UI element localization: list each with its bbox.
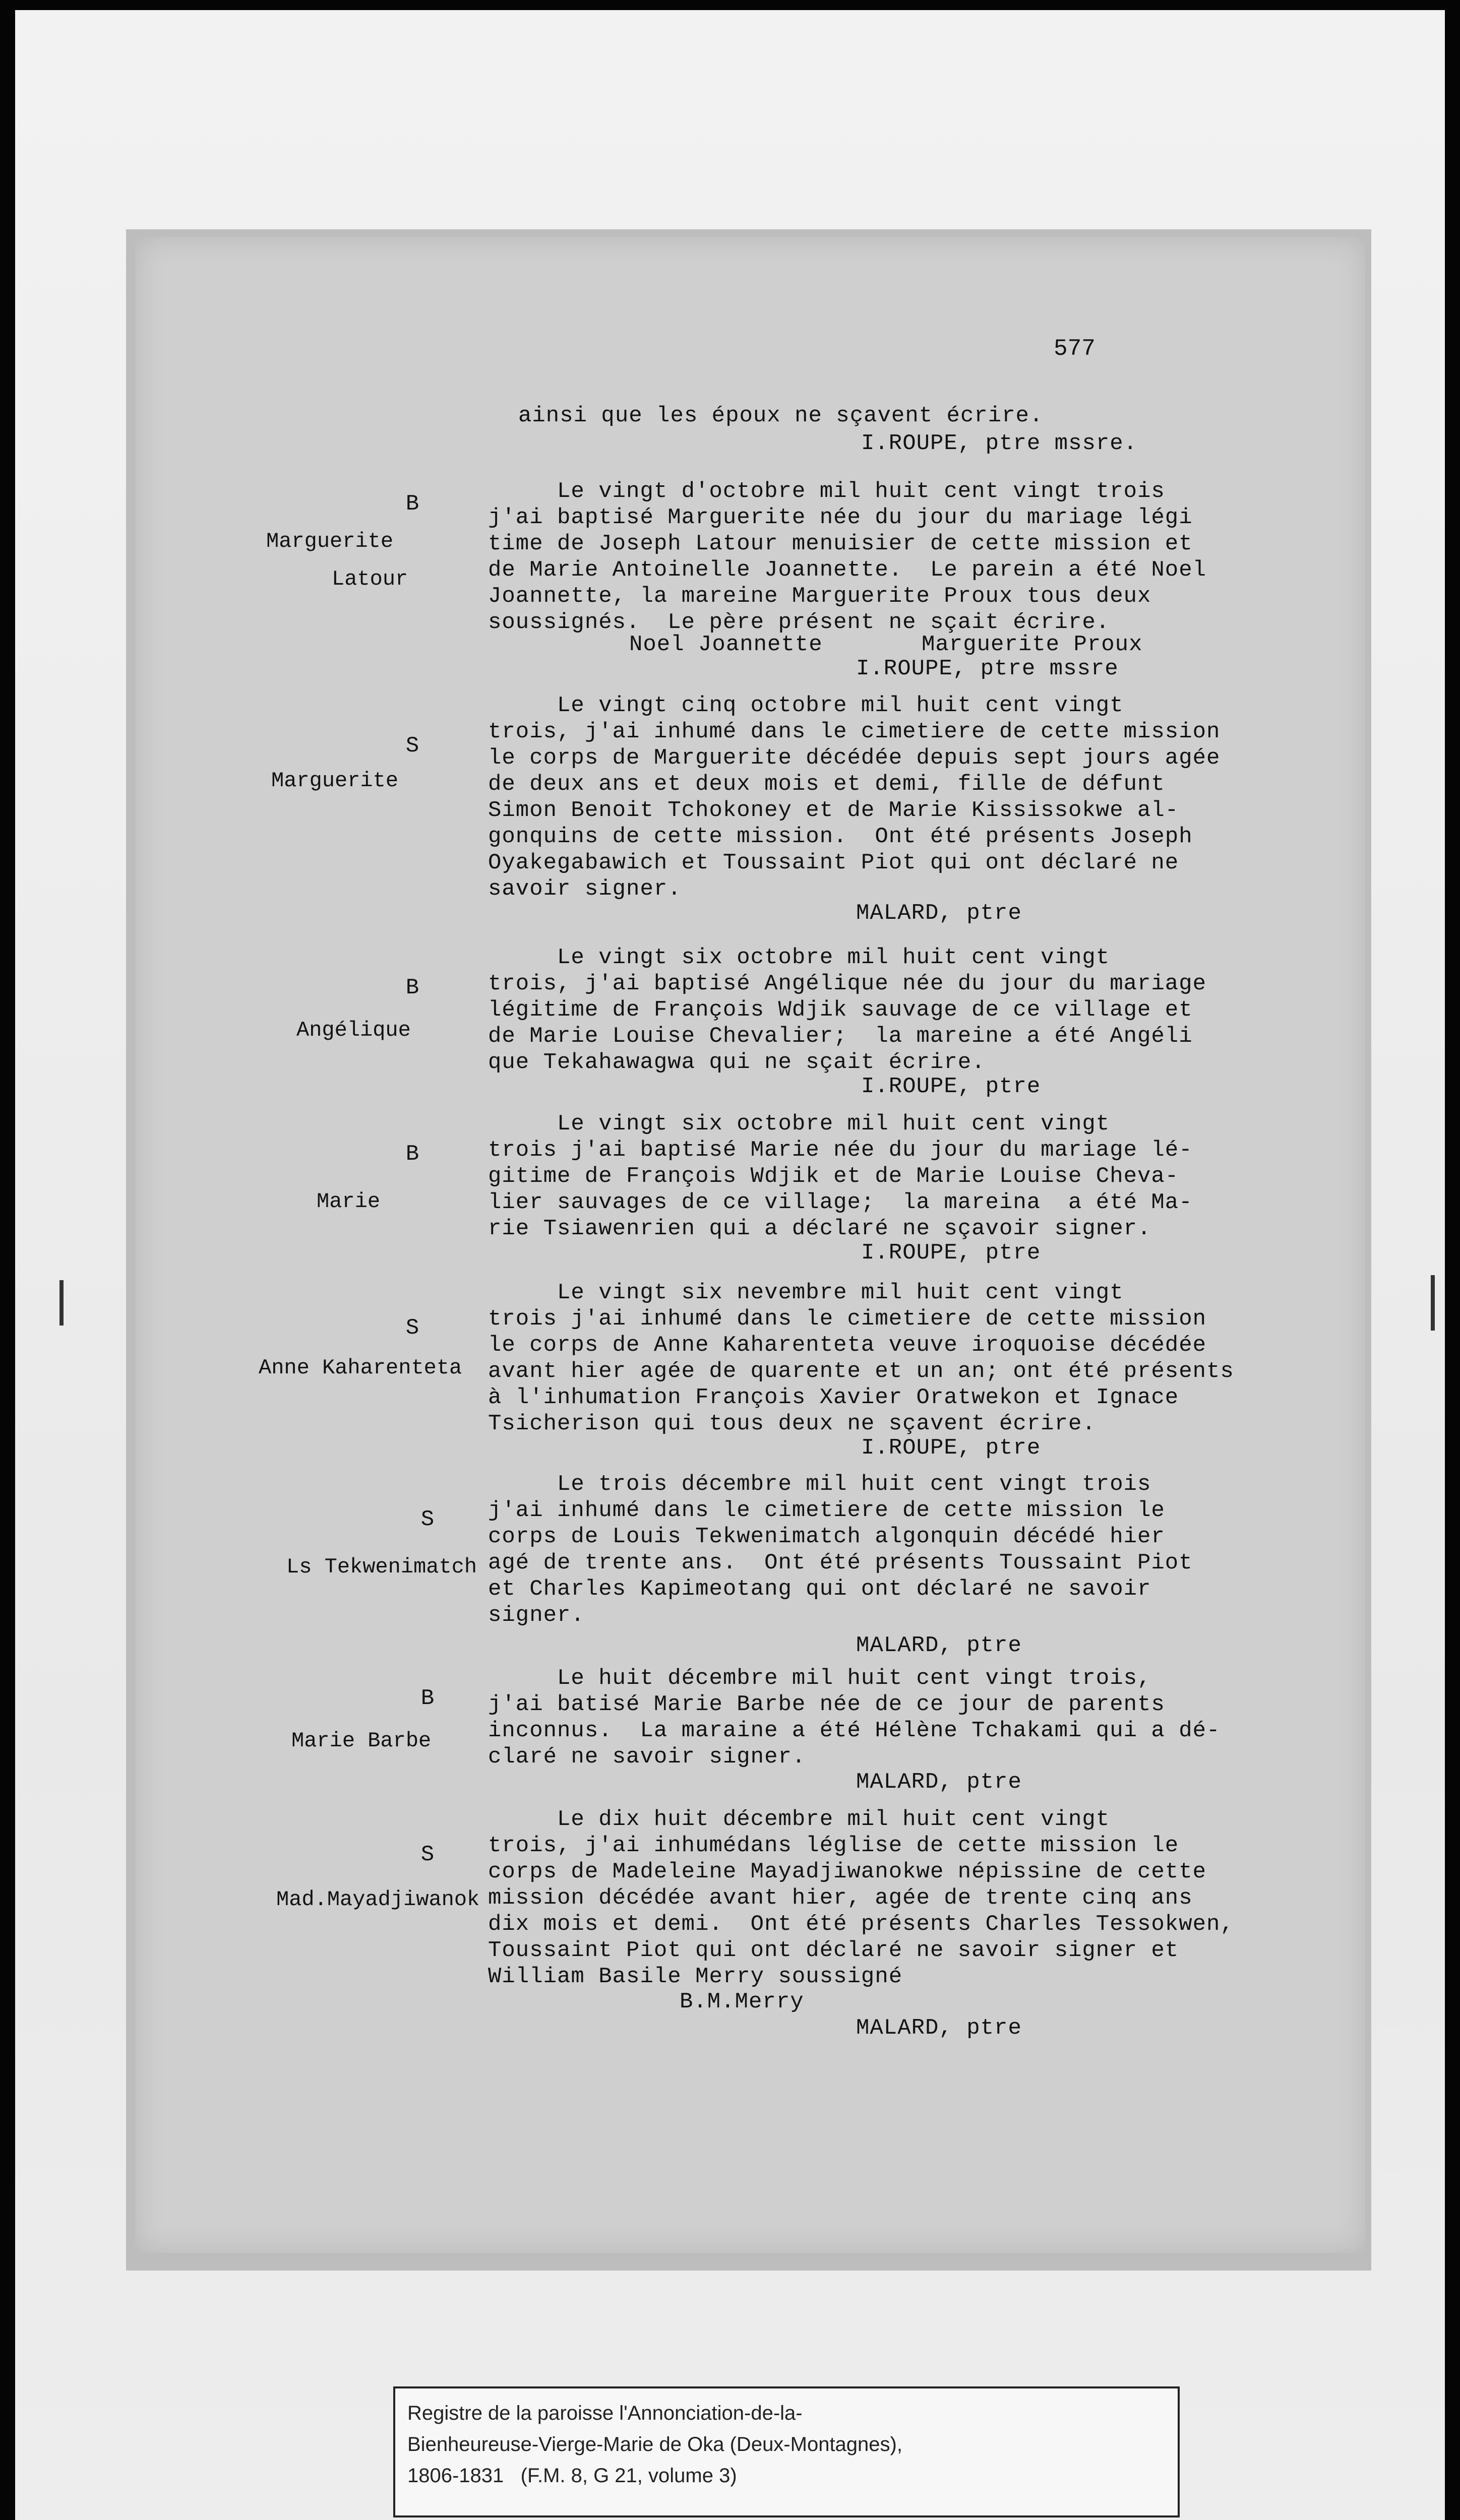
page-number: 577	[1054, 336, 1096, 362]
entry-line: de deux ans et deux mois et demi, fille de défunt	[488, 772, 1165, 797]
entry-line: inconnus. La maraine a été Hélène Tchakami qui a dé-	[488, 1718, 1221, 1743]
entry-line: gitime de François Wdjik et de Marie Louise Cheva-	[488, 1164, 1179, 1189]
entry-name: Marguerite	[266, 529, 394, 553]
entry-code: B	[405, 491, 419, 517]
entry-line: Toussaint Piot qui ont déclaré ne savoir signer et	[488, 1938, 1179, 1963]
entry-line: Joannette, la mareine Marguerite Proux tous deux	[488, 584, 1151, 609]
header-signature: I.ROUPE, ptre mssre.	[861, 431, 1138, 456]
entry-line: j'ai inhumé dans le cimetiere de cette mission le	[488, 1498, 1165, 1523]
entry-line: j'ai batisé Marie Barbe née de ce jour de parents	[488, 1692, 1165, 1717]
entry-signature: Marguerite Proux	[922, 632, 1143, 657]
entry-line: le corps de Marguerite décédée depuis sept jours agée	[488, 745, 1221, 771]
entry-line: Le trois décembre mil huit cent vingt trois	[488, 1472, 1151, 1497]
entry-name: Latour	[332, 567, 408, 591]
entry-signature: I.ROUPE, ptre	[861, 1074, 1041, 1099]
entry-line: Le dix huit décembre mil huit cent vingt	[488, 1807, 1110, 1832]
entry-line: mission décédée avant hier, agée de trente cinq ans	[488, 1885, 1193, 1911]
entry-line: j'ai baptisé Marguerite née du jour du mariage légi	[488, 505, 1193, 530]
edge-mark-right	[1431, 1275, 1435, 1331]
entry-line: le corps de Anne Kaharenteta veuve iroquoise décédée	[488, 1333, 1207, 1358]
entry-line: trois j'ai baptisé Marie née du jour du mariage lé-	[488, 1138, 1193, 1163]
entry-line: Le vingt six octobre mil huit cent vingt	[488, 1111, 1110, 1137]
edge-mark-left	[59, 1280, 64, 1326]
entry-code: B	[405, 975, 419, 1000]
entry-line: Le vingt d'octobre mil huit cent vingt trois	[488, 479, 1165, 504]
entry-line: corps de Madeleine Mayadjiwanokwe népissine de cette	[488, 1859, 1207, 1884]
entry-line: trois j'ai inhumé dans le cimetiere de cette mission	[488, 1306, 1207, 1332]
entry-signature: B.M.Merry	[680, 1989, 804, 2014]
entry-line: à l'inhumation François Xavier Oratwekon et Ignace	[488, 1385, 1179, 1410]
entry-line: trois, j'ai inhumédans léglise de cette mission le	[488, 1833, 1179, 1858]
entry-signature: MALARD, ptre	[856, 901, 1022, 926]
entry-signature: MALARD, ptre	[856, 2015, 1022, 2041]
archive-caption	[393, 2386, 1180, 2517]
caption-line: Registre de la paroisse l'Annonciation-de-la-	[407, 2402, 803, 2424]
entry-signature: MALARD, ptre	[856, 1770, 1022, 1795]
entry-line: dix mois et demi. Ont été présents Charles Tessokwen,	[488, 1912, 1234, 1937]
entry-line: soussignés. Le père présent ne sçait écrire.	[488, 610, 1110, 635]
entry-signature: Noel Joannette	[629, 632, 823, 657]
caption-line: Bienheureuse-Vierge-Marie de Oka (Deux-Montagnes),	[407, 2433, 902, 2455]
entry-name: Marie Barbe	[291, 1729, 432, 1753]
entry-line: que Tekahawagwa qui ne sçait écrire.	[488, 1050, 986, 1075]
entry-code: B	[420, 1686, 435, 1711]
entry-line: Simon Benoit Tchokoney et de Marie Kississokwe al-	[488, 798, 1179, 823]
entry-line: Tsicherison qui tous deux ne sçavent écrire.	[488, 1411, 1096, 1436]
entry-line: rie Tsiawenrien qui a déclaré ne sçavoir signer.	[488, 1216, 1151, 1241]
entry-code: S	[405, 1315, 419, 1341]
entry-signature: I.ROUPE, ptre	[861, 1240, 1041, 1266]
entry-line: légitime de François Wdjik sauvage de ce village et	[488, 997, 1193, 1023]
entry-line: savoir signer.	[488, 876, 682, 902]
entry-code: S	[420, 1507, 435, 1532]
caption-line: 1806-1831 (F.M. 8, G 21, volume 3)	[407, 2465, 737, 2487]
entry-name: Mad.Mayadjiwanok	[276, 1887, 480, 1912]
entry-line: signer.	[488, 1603, 585, 1628]
entry-line: Oyakegabawich et Toussaint Piot qui ont déclaré ne	[488, 850, 1179, 875]
entry-line: agé de trente ans. Ont été présents Toussaint Piot	[488, 1550, 1193, 1576]
entry-line: Le vingt cinq octobre mil huit cent vingt	[488, 693, 1124, 718]
entry-line: trois, j'ai inhumé dans le cimetiere de cette mission	[488, 719, 1221, 744]
entry-line: Le huit décembre mil huit cent vingt trois,	[488, 1666, 1151, 1691]
entry-line: Le vingt six nevembre mil huit cent vingt	[488, 1280, 1124, 1305]
entry-line: de Marie Antoinelle Joannette. Le parein a été Noel	[488, 557, 1207, 583]
entry-name: Anne Kaharenteta	[259, 1356, 462, 1380]
entry-signature: I.ROUPE, ptre	[861, 1435, 1041, 1461]
register-page	[135, 237, 1365, 2253]
entry-code: B	[405, 1142, 419, 1167]
entry-line: claré ne savoir signer.	[488, 1744, 806, 1770]
entry-line: lier sauvages de ce village; la mareina a été Ma-	[488, 1190, 1193, 1215]
entry-line: gonquins de cette mission. Ont été présents Joseph	[488, 824, 1193, 849]
entry-line: trois, j'ai baptisé Angélique née du jour du mariage	[488, 971, 1207, 996]
entry-name: Marguerite	[271, 769, 399, 793]
entry-line: de Marie Louise Chevalier; la mareine a été Angéli	[488, 1024, 1193, 1049]
entry-signature: I.ROUPE, ptre mssre	[856, 656, 1119, 681]
entry-line: time de Joseph Latour menuisier de cette mission et	[488, 531, 1193, 556]
entry-code: S	[420, 1842, 435, 1867]
entry-signature: MALARD, ptre	[856, 1633, 1022, 1658]
entry-name: Ls Tekwenimatch	[286, 1555, 477, 1579]
header-line: ainsi que les époux ne sçavent écrire.	[518, 403, 1044, 428]
entry-line: et Charles Kapimeotang qui ont déclaré ne savoir	[488, 1577, 1151, 1602]
entry-line: avant hier agée de quarente et un an; ont été présents	[488, 1359, 1234, 1384]
entry-line: Le vingt six octobre mil huit cent vingt	[488, 945, 1110, 970]
entry-name: Marie	[317, 1189, 381, 1214]
entry-line: corps de Louis Tekwenimatch algonquin décédé hier	[488, 1524, 1165, 1549]
entry-line: William Basile Merry soussigné	[488, 1964, 903, 1989]
entry-code: S	[405, 733, 419, 759]
entry-name: Angélique	[296, 1018, 411, 1042]
